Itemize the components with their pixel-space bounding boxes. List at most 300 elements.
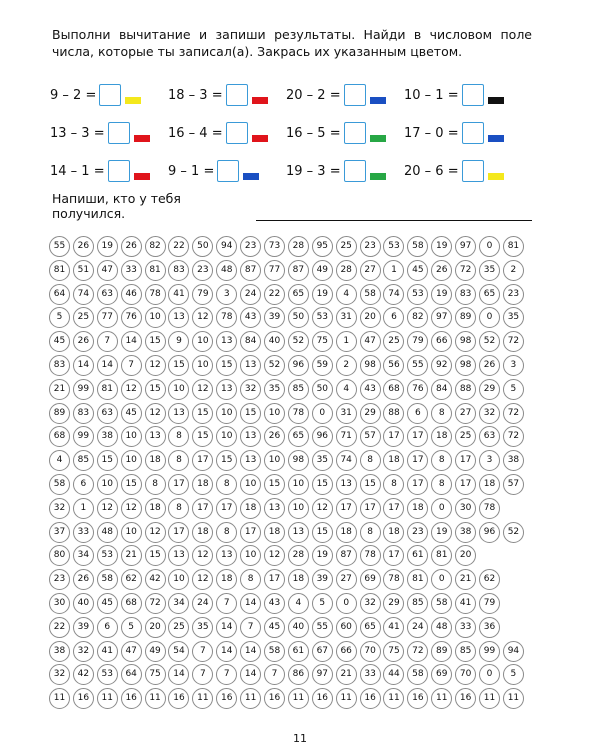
answer-box[interactable] xyxy=(344,122,366,144)
number-circle[interactable]: 40 xyxy=(288,617,309,638)
number-circle[interactable]: 5 xyxy=(312,593,333,614)
number-circle[interactable]: 17 xyxy=(455,474,476,495)
number-circle[interactable]: 8 xyxy=(240,569,261,590)
number-circle[interactable]: 81 xyxy=(97,379,118,400)
number-circle[interactable]: 68 xyxy=(49,426,70,447)
number-circle[interactable]: 6 xyxy=(97,617,118,638)
number-circle[interactable]: 10 xyxy=(121,522,142,543)
number-circle[interactable]: 1 xyxy=(336,331,357,352)
number-circle[interactable]: 87 xyxy=(288,260,309,281)
number-circle[interactable]: 78 xyxy=(216,307,237,328)
number-circle[interactable]: 58 xyxy=(407,236,428,257)
number-circle[interactable]: 11 xyxy=(336,688,357,709)
number-circle[interactable]: 8 xyxy=(431,403,452,424)
number-circle[interactable]: 11 xyxy=(288,688,309,709)
number-circle[interactable]: 18 xyxy=(407,498,428,519)
number-circle[interactable]: 77 xyxy=(264,260,285,281)
number-circle[interactable]: 17 xyxy=(216,498,237,519)
number-circle[interactable]: 83 xyxy=(455,284,476,305)
number-circle[interactable]: 77 xyxy=(97,307,118,328)
number-circle[interactable]: 20 xyxy=(145,617,166,638)
number-circle[interactable]: 13 xyxy=(240,355,261,376)
number-circle[interactable]: 82 xyxy=(407,307,428,328)
number-circle[interactable]: 12 xyxy=(192,569,213,590)
number-circle[interactable]: 17 xyxy=(168,522,189,543)
number-circle[interactable]: 8 xyxy=(168,450,189,471)
number-circle[interactable]: 35 xyxy=(503,307,524,328)
number-circle[interactable]: 78 xyxy=(479,498,500,519)
number-circle[interactable]: 33 xyxy=(121,260,142,281)
number-circle[interactable]: 18 xyxy=(240,498,261,519)
number-circle[interactable]: 83 xyxy=(73,403,94,424)
number-circle[interactable]: 23 xyxy=(407,522,428,543)
number-circle[interactable]: 25 xyxy=(383,331,404,352)
number-circle[interactable]: 22 xyxy=(168,236,189,257)
number-circle[interactable]: 58 xyxy=(97,569,118,590)
number-circle[interactable]: 10 xyxy=(288,474,309,495)
number-circle[interactable]: 16 xyxy=(121,688,142,709)
number-circle[interactable]: 30 xyxy=(455,498,476,519)
number-circle[interactable]: 4 xyxy=(336,284,357,305)
number-circle[interactable]: 62 xyxy=(121,569,142,590)
number-circle[interactable]: 63 xyxy=(97,403,118,424)
answer-box[interactable] xyxy=(217,160,239,182)
number-circle[interactable]: 23 xyxy=(503,284,524,305)
number-circle[interactable]: 18 xyxy=(264,522,285,543)
number-circle[interactable]: 34 xyxy=(168,593,189,614)
number-circle[interactable]: 10 xyxy=(216,426,237,447)
number-circle[interactable]: 52 xyxy=(479,331,500,352)
number-circle[interactable]: 32 xyxy=(240,379,261,400)
number-circle[interactable]: 10 xyxy=(192,331,213,352)
number-circle[interactable]: 79 xyxy=(479,593,500,614)
number-circle[interactable]: 88 xyxy=(383,403,404,424)
number-circle[interactable]: 8 xyxy=(168,426,189,447)
number-circle[interactable]: 40 xyxy=(264,331,285,352)
number-circle[interactable]: 61 xyxy=(288,641,309,662)
number-circle[interactable]: 13 xyxy=(168,545,189,566)
number-circle[interactable]: 29 xyxy=(360,403,381,424)
answer-box[interactable] xyxy=(344,84,366,106)
number-circle[interactable]: 81 xyxy=(407,569,428,590)
number-circle[interactable]: 78 xyxy=(145,284,166,305)
number-circle[interactable]: 18 xyxy=(192,474,213,495)
number-circle[interactable]: 18 xyxy=(479,474,500,495)
number-circle[interactable]: 75 xyxy=(145,664,166,685)
number-circle[interactable]: 33 xyxy=(73,522,94,543)
number-circle[interactable]: 78 xyxy=(383,569,404,590)
number-circle[interactable]: 17 xyxy=(407,450,428,471)
number-circle[interactable]: 72 xyxy=(503,426,524,447)
number-circle[interactable]: 98 xyxy=(455,331,476,352)
number-circle[interactable]: 51 xyxy=(73,260,94,281)
number-circle[interactable]: 94 xyxy=(503,641,524,662)
number-circle[interactable]: 10 xyxy=(97,474,118,495)
number-circle[interactable]: 0 xyxy=(479,236,500,257)
number-circle[interactable]: 85 xyxy=(73,450,94,471)
number-circle[interactable]: 57 xyxy=(503,474,524,495)
number-circle[interactable]: 38 xyxy=(49,641,70,662)
number-circle[interactable]: 11 xyxy=(479,688,500,709)
number-circle[interactable]: 25 xyxy=(336,236,357,257)
number-circle[interactable]: 55 xyxy=(49,236,70,257)
number-circle[interactable]: 23 xyxy=(192,260,213,281)
number-circle[interactable]: 72 xyxy=(407,641,428,662)
number-circle[interactable]: 65 xyxy=(479,284,500,305)
number-circle[interactable]: 68 xyxy=(121,593,142,614)
number-circle[interactable]: 4 xyxy=(336,379,357,400)
number-circle[interactable]: 21 xyxy=(336,664,357,685)
number-circle[interactable]: 19 xyxy=(312,545,333,566)
number-circle[interactable]: 1 xyxy=(73,498,94,519)
number-circle[interactable]: 5 xyxy=(49,307,70,328)
number-circle[interactable]: 99 xyxy=(73,426,94,447)
number-circle[interactable]: 10 xyxy=(192,355,213,376)
number-circle[interactable]: 10 xyxy=(288,498,309,519)
number-circle[interactable]: 32 xyxy=(479,403,500,424)
number-circle[interactable]: 14 xyxy=(73,355,94,376)
number-circle[interactable]: 23 xyxy=(240,236,261,257)
number-circle[interactable]: 87 xyxy=(240,260,261,281)
number-circle[interactable]: 15 xyxy=(216,355,237,376)
number-circle[interactable]: 1 xyxy=(383,260,404,281)
number-circle[interactable]: 32 xyxy=(49,664,70,685)
number-circle[interactable]: 66 xyxy=(336,641,357,662)
number-circle[interactable]: 32 xyxy=(73,641,94,662)
number-circle[interactable]: 69 xyxy=(431,664,452,685)
answer-underline[interactable] xyxy=(256,206,532,221)
number-circle[interactable]: 55 xyxy=(407,355,428,376)
number-circle[interactable]: 99 xyxy=(73,379,94,400)
number-circle[interactable]: 45 xyxy=(49,331,70,352)
number-circle[interactable]: 82 xyxy=(145,236,166,257)
number-circle[interactable]: 12 xyxy=(97,498,118,519)
number-circle[interactable]: 32 xyxy=(360,593,381,614)
number-circle[interactable]: 36 xyxy=(479,617,500,638)
number-circle[interactable]: 24 xyxy=(192,593,213,614)
number-circle[interactable]: 14 xyxy=(97,355,118,376)
number-circle[interactable]: 89 xyxy=(455,307,476,328)
number-circle[interactable]: 84 xyxy=(431,379,452,400)
number-circle[interactable]: 15 xyxy=(360,474,381,495)
number-circle[interactable]: 85 xyxy=(407,593,428,614)
number-circle[interactable]: 12 xyxy=(192,545,213,566)
answer-box[interactable] xyxy=(226,122,248,144)
number-circle[interactable]: 15 xyxy=(168,355,189,376)
number-circle[interactable]: 63 xyxy=(479,426,500,447)
answer-box[interactable] xyxy=(108,160,130,182)
number-circle[interactable]: 17 xyxy=(455,450,476,471)
number-circle[interactable]: 50 xyxy=(312,379,333,400)
number-circle[interactable]: 79 xyxy=(407,331,428,352)
number-circle[interactable]: 31 xyxy=(336,403,357,424)
number-circle[interactable]: 11 xyxy=(49,688,70,709)
number-circle[interactable]: 29 xyxy=(479,379,500,400)
number-circle[interactable]: 16 xyxy=(264,688,285,709)
number-circle[interactable]: 61 xyxy=(407,545,428,566)
number-circle[interactable]: 62 xyxy=(479,569,500,590)
number-circle[interactable]: 12 xyxy=(192,307,213,328)
number-circle[interactable]: 21 xyxy=(455,569,476,590)
number-circle[interactable]: 14 xyxy=(240,641,261,662)
number-circle[interactable]: 11 xyxy=(383,688,404,709)
number-circle[interactable]: 10 xyxy=(264,450,285,471)
number-circle[interactable]: 11 xyxy=(145,688,166,709)
number-circle[interactable]: 6 xyxy=(383,307,404,328)
number-circle[interactable]: 11 xyxy=(503,688,524,709)
number-circle[interactable]: 53 xyxy=(407,284,428,305)
number-circle[interactable]: 28 xyxy=(288,236,309,257)
number-circle[interactable]: 76 xyxy=(407,379,428,400)
number-circle[interactable]: 7 xyxy=(192,664,213,685)
number-circle[interactable]: 7 xyxy=(216,593,237,614)
number-circle[interactable]: 2 xyxy=(503,260,524,281)
number-circle[interactable]: 14 xyxy=(216,641,237,662)
number-circle[interactable]: 16 xyxy=(168,688,189,709)
number-circle[interactable]: 10 xyxy=(240,474,261,495)
number-circle[interactable]: 42 xyxy=(145,569,166,590)
number-circle[interactable]: 45 xyxy=(121,403,142,424)
number-circle[interactable]: 18 xyxy=(145,450,166,471)
number-circle[interactable]: 18 xyxy=(216,569,237,590)
number-circle[interactable]: 23 xyxy=(49,569,70,590)
number-circle[interactable]: 21 xyxy=(49,379,70,400)
number-circle[interactable]: 97 xyxy=(431,307,452,328)
number-circle[interactable]: 89 xyxy=(49,403,70,424)
number-circle[interactable]: 39 xyxy=(73,617,94,638)
number-circle[interactable]: 3 xyxy=(479,450,500,471)
number-circle[interactable]: 52 xyxy=(288,331,309,352)
number-circle[interactable]: 32 xyxy=(49,498,70,519)
number-circle[interactable]: 14 xyxy=(121,331,142,352)
number-circle[interactable]: 39 xyxy=(312,569,333,590)
number-circle[interactable]: 96 xyxy=(312,426,333,447)
number-circle[interactable]: 15 xyxy=(312,522,333,543)
number-circle[interactable]: 41 xyxy=(455,593,476,614)
number-circle[interactable]: 7 xyxy=(97,331,118,352)
number-circle[interactable]: 15 xyxy=(240,403,261,424)
number-circle[interactable]: 10 xyxy=(121,426,142,447)
number-circle[interactable]: 81 xyxy=(503,236,524,257)
number-circle[interactable]: 26 xyxy=(73,236,94,257)
number-circle[interactable]: 15 xyxy=(97,450,118,471)
number-circle[interactable]: 64 xyxy=(121,664,142,685)
number-circle[interactable]: 17 xyxy=(336,498,357,519)
number-circle[interactable]: 28 xyxy=(288,545,309,566)
number-circle[interactable]: 84 xyxy=(240,331,261,352)
number-circle[interactable]: 70 xyxy=(455,664,476,685)
number-circle[interactable]: 15 xyxy=(192,403,213,424)
number-circle[interactable]: 45 xyxy=(407,260,428,281)
number-circle[interactable]: 78 xyxy=(360,545,381,566)
number-circle[interactable]: 0 xyxy=(312,403,333,424)
number-circle[interactable]: 41 xyxy=(97,641,118,662)
number-circle[interactable]: 49 xyxy=(312,260,333,281)
number-circle[interactable]: 35 xyxy=(192,617,213,638)
number-circle[interactable]: 69 xyxy=(360,569,381,590)
answer-box[interactable] xyxy=(344,160,366,182)
number-circle[interactable]: 48 xyxy=(216,260,237,281)
number-circle[interactable]: 21 xyxy=(121,545,142,566)
number-circle[interactable]: 43 xyxy=(264,593,285,614)
number-circle[interactable]: 87 xyxy=(336,545,357,566)
number-circle[interactable]: 74 xyxy=(336,450,357,471)
number-circle[interactable]: 22 xyxy=(264,284,285,305)
number-circle[interactable]: 72 xyxy=(455,260,476,281)
number-circle[interactable]: 17 xyxy=(240,522,261,543)
number-circle[interactable]: 19 xyxy=(431,236,452,257)
number-circle[interactable]: 30 xyxy=(49,593,70,614)
number-circle[interactable]: 48 xyxy=(97,522,118,543)
number-circle[interactable]: 4 xyxy=(49,450,70,471)
number-circle[interactable]: 73 xyxy=(264,236,285,257)
number-circle[interactable]: 85 xyxy=(288,379,309,400)
number-circle[interactable]: 12 xyxy=(192,379,213,400)
number-circle[interactable]: 86 xyxy=(288,664,309,685)
number-circle[interactable]: 11 xyxy=(97,688,118,709)
number-circle[interactable]: 83 xyxy=(168,260,189,281)
number-circle[interactable]: 81 xyxy=(431,545,452,566)
number-circle[interactable]: 10 xyxy=(240,545,261,566)
number-circle[interactable]: 39 xyxy=(264,307,285,328)
number-circle[interactable]: 18 xyxy=(431,426,452,447)
number-circle[interactable]: 27 xyxy=(360,260,381,281)
number-circle[interactable]: 20 xyxy=(360,307,381,328)
number-circle[interactable]: 3 xyxy=(503,355,524,376)
number-circle[interactable]: 5 xyxy=(503,379,524,400)
number-circle[interactable]: 71 xyxy=(336,426,357,447)
number-circle[interactable]: 17 xyxy=(192,498,213,519)
answer-box[interactable] xyxy=(99,84,121,106)
number-circle[interactable]: 17 xyxy=(264,569,285,590)
number-circle[interactable]: 14 xyxy=(168,664,189,685)
number-circle[interactable]: 11 xyxy=(192,688,213,709)
number-circle[interactable]: 52 xyxy=(264,355,285,376)
number-circle[interactable]: 15 xyxy=(264,474,285,495)
number-circle[interactable]: 98 xyxy=(455,355,476,376)
number-circle[interactable]: 12 xyxy=(312,498,333,519)
number-circle[interactable]: 8 xyxy=(145,474,166,495)
number-circle[interactable]: 52 xyxy=(503,522,524,543)
number-circle[interactable]: 15 xyxy=(121,474,142,495)
number-circle[interactable]: 19 xyxy=(312,284,333,305)
number-circle[interactable]: 47 xyxy=(97,260,118,281)
number-circle[interactable]: 60 xyxy=(336,617,357,638)
number-circle[interactable]: 58 xyxy=(431,593,452,614)
number-circle[interactable]: 74 xyxy=(73,284,94,305)
number-circle[interactable]: 81 xyxy=(145,260,166,281)
number-circle[interactable]: 13 xyxy=(288,522,309,543)
answer-box[interactable] xyxy=(462,160,484,182)
number-circle[interactable]: 20 xyxy=(455,545,476,566)
number-circle[interactable]: 19 xyxy=(97,236,118,257)
number-circle[interactable]: 27 xyxy=(455,403,476,424)
number-circle[interactable]: 75 xyxy=(312,331,333,352)
number-circle[interactable]: 38 xyxy=(97,426,118,447)
number-circle[interactable]: 55 xyxy=(312,617,333,638)
number-circle[interactable]: 35 xyxy=(312,450,333,471)
number-circle[interactable]: 16 xyxy=(455,688,476,709)
number-circle[interactable]: 33 xyxy=(360,664,381,685)
number-circle[interactable]: 64 xyxy=(49,284,70,305)
number-circle[interactable]: 8 xyxy=(431,450,452,471)
number-circle[interactable]: 16 xyxy=(216,688,237,709)
number-circle[interactable]: 17 xyxy=(407,474,428,495)
number-circle[interactable]: 12 xyxy=(121,498,142,519)
number-circle[interactable]: 18 xyxy=(192,522,213,543)
number-circle[interactable]: 8 xyxy=(216,522,237,543)
number-circle[interactable]: 26 xyxy=(73,569,94,590)
number-circle[interactable]: 25 xyxy=(455,426,476,447)
number-circle[interactable]: 10 xyxy=(121,450,142,471)
number-circle[interactable]: 10 xyxy=(264,403,285,424)
number-circle[interactable]: 22 xyxy=(49,617,70,638)
number-circle[interactable]: 18 xyxy=(145,498,166,519)
number-circle[interactable]: 12 xyxy=(145,403,166,424)
number-circle[interactable]: 58 xyxy=(49,474,70,495)
number-circle[interactable]: 81 xyxy=(49,260,70,281)
number-circle[interactable]: 16 xyxy=(360,688,381,709)
number-circle[interactable]: 97 xyxy=(312,664,333,685)
number-circle[interactable]: 44 xyxy=(383,664,404,685)
number-circle[interactable]: 89 xyxy=(431,641,452,662)
number-circle[interactable]: 34 xyxy=(73,545,94,566)
number-circle[interactable]: 43 xyxy=(240,307,261,328)
number-circle[interactable]: 53 xyxy=(312,307,333,328)
number-circle[interactable]: 14 xyxy=(240,664,261,685)
number-circle[interactable]: 8 xyxy=(360,522,381,543)
number-circle[interactable]: 72 xyxy=(145,593,166,614)
number-circle[interactable]: 26 xyxy=(431,260,452,281)
number-circle[interactable]: 80 xyxy=(49,545,70,566)
answer-box[interactable] xyxy=(108,122,130,144)
number-circle[interactable]: 96 xyxy=(288,355,309,376)
number-circle[interactable]: 98 xyxy=(288,450,309,471)
number-circle[interactable]: 12 xyxy=(264,545,285,566)
number-circle[interactable]: 70 xyxy=(360,641,381,662)
number-circle[interactable]: 7 xyxy=(192,641,213,662)
number-circle[interactable]: 50 xyxy=(192,236,213,257)
number-circle[interactable]: 48 xyxy=(431,617,452,638)
number-circle[interactable]: 75 xyxy=(383,641,404,662)
number-circle[interactable]: 41 xyxy=(168,284,189,305)
number-circle[interactable]: 31 xyxy=(336,307,357,328)
number-circle[interactable]: 13 xyxy=(145,426,166,447)
number-circle[interactable]: 4 xyxy=(288,593,309,614)
number-circle[interactable]: 74 xyxy=(383,284,404,305)
number-circle[interactable]: 13 xyxy=(336,474,357,495)
number-circle[interactable]: 18 xyxy=(383,450,404,471)
number-circle[interactable]: 8 xyxy=(216,474,237,495)
number-circle[interactable]: 11 xyxy=(240,688,261,709)
answer-box[interactable] xyxy=(462,122,484,144)
number-circle[interactable]: 19 xyxy=(431,284,452,305)
number-circle[interactable]: 10 xyxy=(145,307,166,328)
number-circle[interactable]: 13 xyxy=(240,426,261,447)
number-circle[interactable]: 49 xyxy=(145,641,166,662)
answer-box[interactable] xyxy=(462,84,484,106)
number-circle[interactable]: 94 xyxy=(216,236,237,257)
number-circle[interactable]: 0 xyxy=(431,498,452,519)
number-circle[interactable]: 23 xyxy=(360,236,381,257)
number-circle[interactable]: 99 xyxy=(479,641,500,662)
number-circle[interactable]: 17 xyxy=(407,426,428,447)
number-circle[interactable]: 25 xyxy=(73,307,94,328)
number-circle[interactable]: 10 xyxy=(216,403,237,424)
number-circle[interactable]: 13 xyxy=(216,545,237,566)
number-circle[interactable]: 8 xyxy=(360,450,381,471)
number-circle[interactable]: 18 xyxy=(288,569,309,590)
